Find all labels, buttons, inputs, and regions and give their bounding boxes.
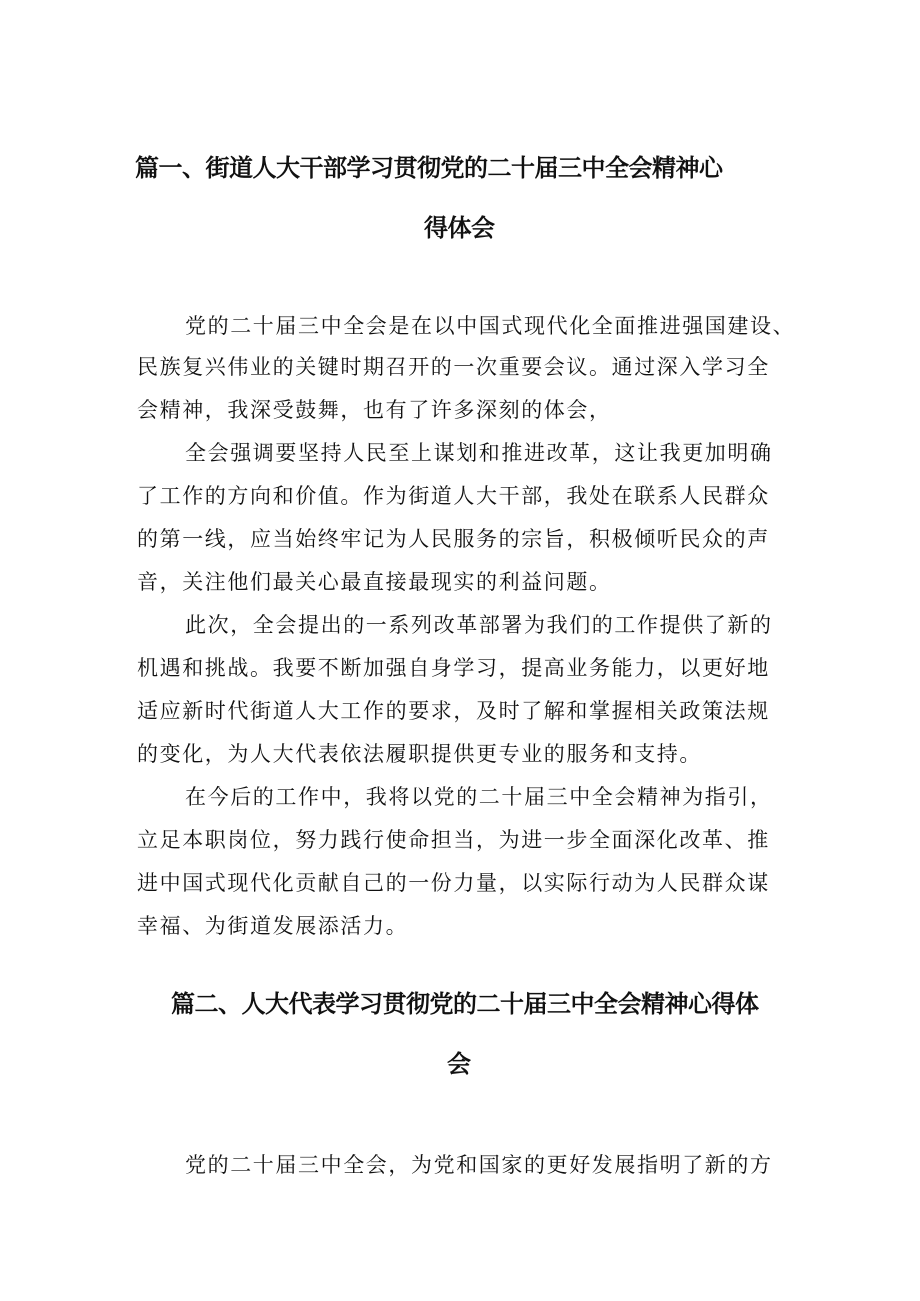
- paragraph-line: 的第一线，应当始终牢记为人民服务的宗旨，积极倾听民众的声: [137, 527, 770, 551]
- paragraph-line: 适应新时代街道人大工作的要求，及时了解和掌握相关政策法规: [137, 699, 770, 723]
- paragraph-line: 立足本职岗位，努力践行使命担当，为进一步全面深化改革、推: [137, 828, 770, 852]
- section1-title-line1: 篇一、街道人大干部学习贯彻党的二十届三中全会精神心: [135, 154, 723, 182]
- section1-title-line2: 得体会: [424, 214, 495, 242]
- paragraph-line: 此次，全会提出的一系列改革部署为我们的工作提供了新的: [185, 613, 773, 637]
- paragraph-line: 党的二十届三中全会，为党和国家的更好发展指明了新的方: [185, 1153, 773, 1177]
- paragraph-line: 民族复兴伟业的关键时期召开的一次重要会议。通过深入学习全: [137, 355, 770, 379]
- section2-title-line1: 篇二、人大代表学习贯彻党的二十届三中全会精神心得体: [171, 990, 759, 1018]
- paragraph-line: 党的二十届三中全会是在以中国式现代化全面推进强国建设、: [185, 314, 796, 338]
- paragraph-line: 进中国式现代化贡献自己的一份力量，以实际行动为人民群众谋: [137, 871, 770, 895]
- paragraph-line: 会精神，我深受鼓舞，也有了许多深刻的体会，: [137, 398, 612, 422]
- paragraph-line: 全会强调要坚持人民至上谋划和推进改革，这让我更加明确: [185, 441, 773, 465]
- paragraph-line: 幸福、为街道发展添活力。: [137, 914, 409, 938]
- section2-title-line2: 会: [447, 1050, 471, 1078]
- paragraph-line: 在今后的工作中，我将以党的二十届三中全会精神为指引，: [185, 785, 773, 809]
- paragraph-line: 机遇和挑战。我要不断加强自身学习，提高业务能力，以更好地: [137, 656, 770, 680]
- paragraph-line: 的变化，为人大代表依法履职提供更专业的服务和支持。: [137, 742, 702, 766]
- paragraph-line: 了工作的方向和价值。作为街道人大干部，我处在联系人民群众: [137, 484, 770, 508]
- paragraph-line: 音，关注他们最关心最直接最现实的利益问题。: [137, 570, 612, 594]
